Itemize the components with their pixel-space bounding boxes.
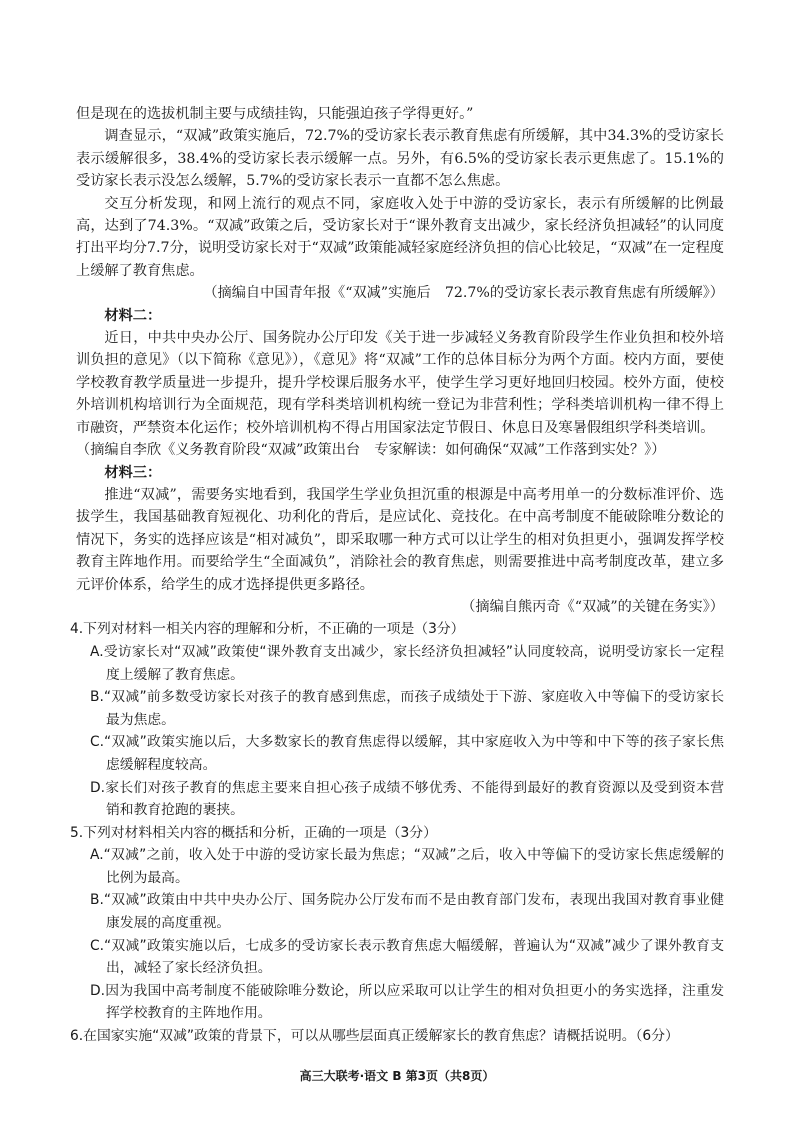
question-5-stem: 5.下列对材料相关内容的概括和分析，正确的一项是（3分） <box>70 824 437 841</box>
material2-source: （摘编自李欣《义务教育阶段“双减”政策出台 专家解读：如何确保“双减”工作落到实处？》） <box>76 442 666 459</box>
question-4-option-c: C.“双减”政策实施以后，大多数家长的教育焦虑得以缓解，其中家庭收入为中等和中下等的孩子家长焦虑缓解程度较高。 <box>90 734 724 773</box>
question-4-option-d: D.家长们对孩子教育的焦虑主要来自担心孩子成绩不够优秀、不能得到最好的教育资源以及受到资本营销和教育抢跑的裹挟。 <box>90 779 724 819</box>
material3-heading: 材料三： <box>104 464 162 481</box>
material1-paragraph-3: 交互分析发现，和网上流行的观点不同，家庭收入处于中游的受访家长，表示有所缓解的比例最高，达到了74.3%。“双减”政策之后，受访家长对于“课外教育支出减少，家长经济负担减轻”的认同度打出平均分7.7分，说明受访家长对于“双减”政策能减轻家庭经济负担的信心比较足，“双减”在一定程度上缓解了教育焦虑。 <box>76 195 724 279</box>
question-5-option-c: C.“双减”政策实施以后，七成多的受访家长表示教育焦虑大幅缓解，普遍认为“双减”减少了课外教育支出，减轻了家长经济负担。 <box>90 937 724 977</box>
material3-paragraph-1: 推进“双减”，需要务实地看到，我国学生学业负担沉重的根源是中高考用单一的分数标准评价、选拔学生，我国基础教育短视化、功利化的背后，是应试化、竞技化。在中高考制度不能破除唯分数论的情况下，务实的选择应该是“相对减负”，即采取哪一种方式可以让学生的相对负担更小，强调发挥学校教育主阵地作用。而要给学生“全面减负”，消除社会的教育焦虑，则需要推进中高考制度改革，建立多元评价体系，给学生的成才选择提供更多路径。 <box>76 486 724 593</box>
material1-source: （摘编自中国青年报《“双减”实施后 72.7%的受访家长表示教育焦虑有所缓解》） <box>203 285 724 302</box>
question-4-option-a: A.受访家长对“双减”政策使“课外教育支出减少，家长经济负担减轻”认同度较高，说明受访家长一定程度上缓解了教育焦虑。 <box>90 643 724 683</box>
material3-source: （摘编自熊丙奇《“双减”的关键在务实》） <box>461 598 724 615</box>
material1-paragraph-2: 调查显示，“双减”政策实施后，72.7%的受访家长表示教育焦虑有所缓解，其中34.3%的受访家长表示缓解很多，38.4%的受访家长表示缓解一点。另外，有6.5%的受访家长表示更焦虑了。15.1%的受访家长表示没怎么缓解，5.7%的受访家长表示一直都不怎么焦虑。 <box>76 128 724 190</box>
question-5-option-a: A.“双减”之前，收入处于中游的受访家长最为焦虑；“双减”之后，收入中等偏下的受访家长焦虑缓解的比例为最高。 <box>90 847 724 886</box>
material1-tail: 但是现在的选拔机制主要与成绩挂钩，只能强迫孩子学得更好。” <box>76 106 474 122</box>
material2-paragraph-1: 近日，中共中央办公厅、国务院办公厅印发《关于进一步减轻义务教育阶段学生作业负担和校外培训负担的意见》（以下简称《意见》），《意见》将“双减”工作的总体目标分为两个方面。校内方面，要使学校教育教学质量进一步提升，提升学校课后服务水平，使学生学习更好地回归校园。校外方面，使校外培训机构培训行为全面规范，现有学科类培训机构统一登记为非营利性；学科类培训机构一律不得上市融资，严禁资本化运作；校外培训机构不得占用国家法定节假日、休息日及寒暑假组织学科类培训。 <box>76 330 724 436</box>
question-6-stem: 6.在国家实施“双减”政策的背景下，可以从哪些层面真正缓解家长的教育焦虑？请概括说明。（6分） <box>70 1028 679 1045</box>
question-4-stem: 4.下列对材料一相关内容的理解和分析，不正确的一项是（3分） <box>70 621 465 638</box>
question-5-option-d: D.因为我国中高考制度不能破除唯分数论，所以应采取可以让学生的相对负担更小的务实选择，注重发挥学校教育的主阵地作用。 <box>90 982 724 1022</box>
page-content <box>70 103 724 1048</box>
material2-heading: 材料二： <box>104 307 162 324</box>
question-4-option-b: B.“双减”前多数受访家长对孩子的教育感到焦虑，而孩子成绩处于下游、家庭收入中等偏下的受访家长最为焦虑。 <box>90 689 724 728</box>
page-footer: 高三大联考·语文 B 第3页（共8页） <box>299 1069 495 1083</box>
question-5-option-b: B.“双减”政策由中共中央办公厅、国务院办公厅发布而不是由教育部门发布，表现出我国对教育事业健康发展的高度重视。 <box>90 892 724 932</box>
